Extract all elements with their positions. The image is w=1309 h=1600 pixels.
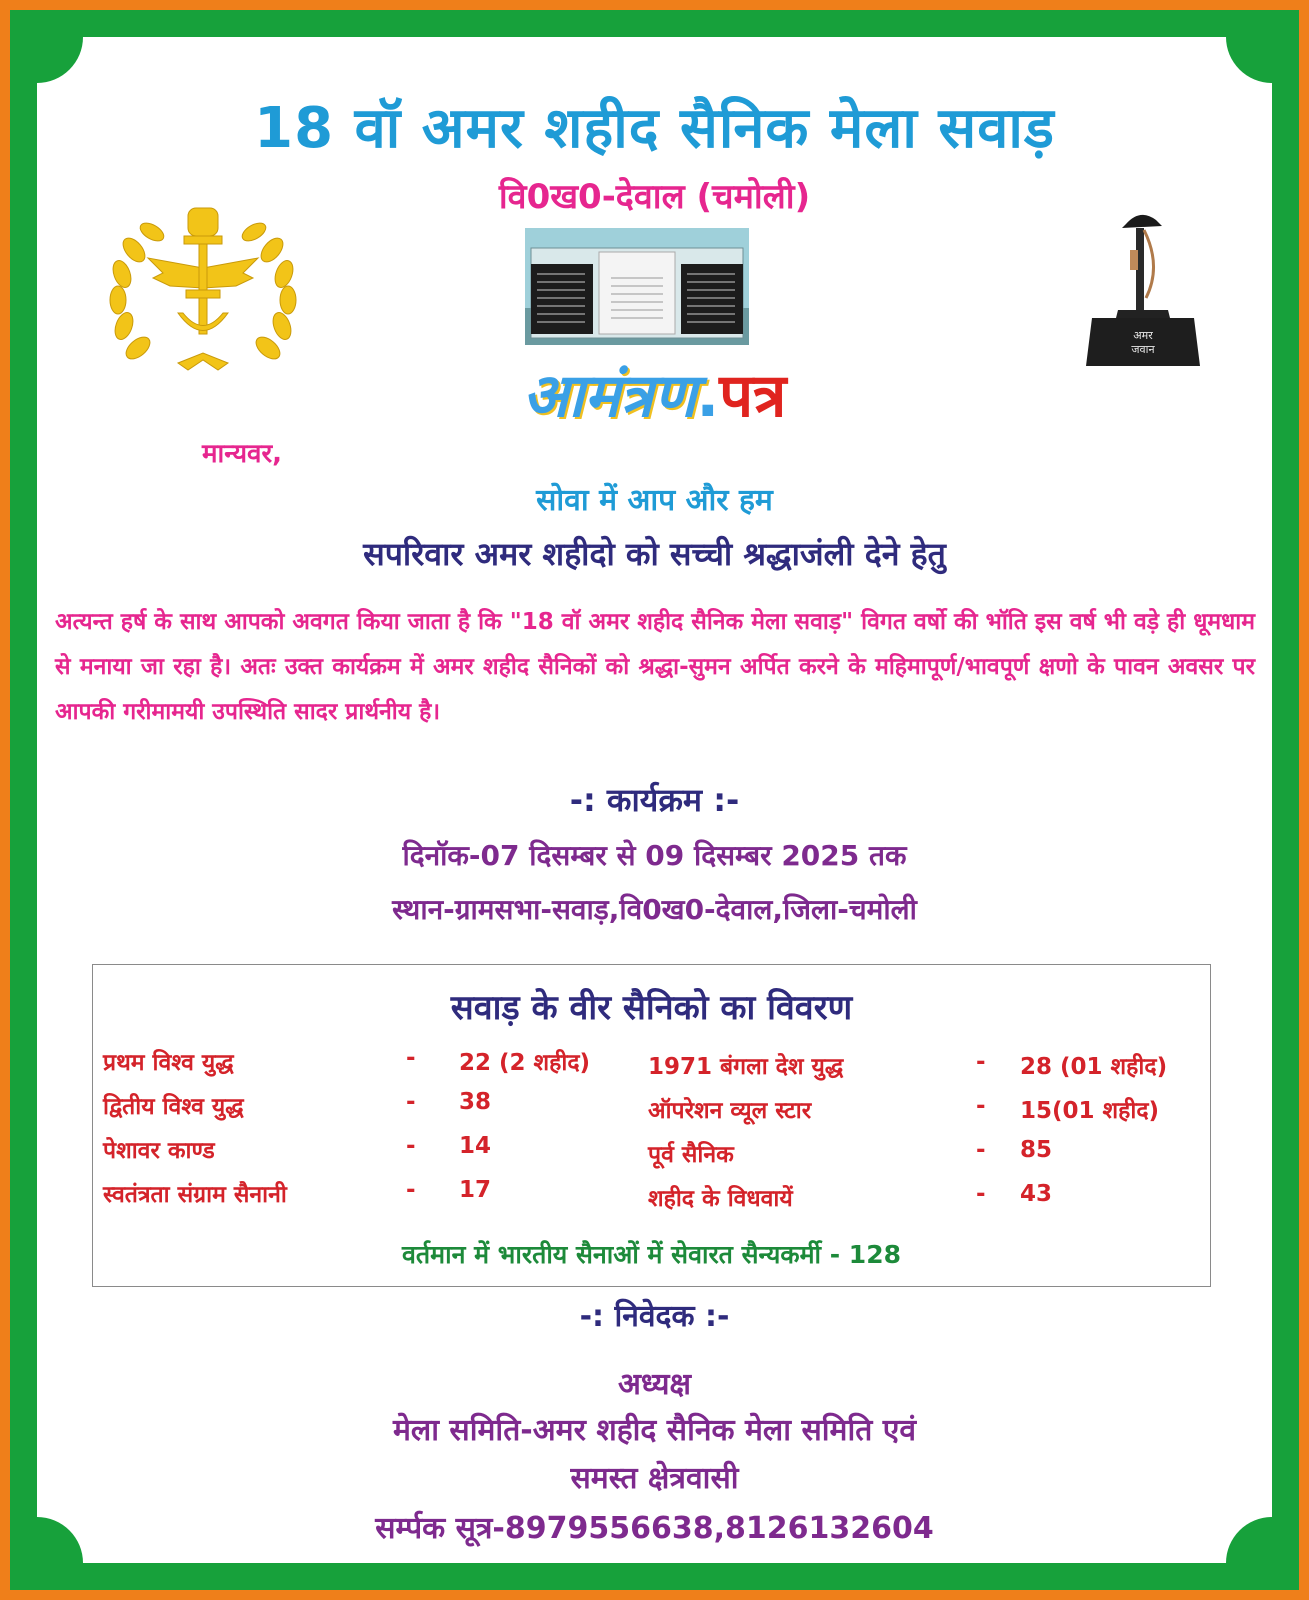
detail-label: शहीद के विधवायें bbox=[648, 1186, 793, 1212]
invitation-heading: आमंत्रण.पत्र bbox=[522, 361, 787, 431]
footer-line-3: समस्त क्षेत्रवासी bbox=[570, 1461, 739, 1496]
detail-label: पूर्व सैनिक bbox=[648, 1142, 734, 1168]
detail-value: 85 bbox=[1020, 1137, 1053, 1163]
army-emblem-icon bbox=[108, 198, 298, 376]
detail-dash: - bbox=[406, 1133, 416, 1159]
detail-value: 14 bbox=[459, 1133, 492, 1159]
detail-value: 15(01 शहीद) bbox=[1020, 1098, 1160, 1124]
detail-value: 17 bbox=[459, 1177, 492, 1203]
amar-jawan-icon bbox=[1078, 206, 1208, 372]
detail-label: 1971 बंगला देश युद्ध bbox=[648, 1054, 844, 1080]
detail-value: 43 bbox=[1020, 1181, 1053, 1207]
nivedak-heading: -: निवेदक :- bbox=[579, 1299, 730, 1334]
detail-dash: - bbox=[976, 1093, 986, 1119]
detail-label: पेशावर काण्ड bbox=[103, 1138, 215, 1164]
detail-dash: - bbox=[976, 1049, 986, 1075]
detail-label: स्वतंत्रता संग्राम सैनानी bbox=[103, 1182, 287, 1208]
detail-dash: - bbox=[406, 1089, 416, 1115]
program-heading: -: कार्यक्रम :- bbox=[569, 781, 740, 819]
detail-dash: - bbox=[976, 1137, 986, 1163]
greeting-line-2: सपरिवार अमर शहीदो को सच्ची श्रद्धाजंली देने हेतु bbox=[363, 535, 946, 573]
amar-jawan-line1: अमर bbox=[1133, 329, 1153, 342]
page-subtitle: वि0ख0-देवाल (चमोली) bbox=[498, 177, 811, 217]
greeting-line-1: सोवा में आप और हम bbox=[536, 483, 773, 518]
program-place: स्थान-ग्रामसभा-सवाड़,वि0ख0-देवाल,जिला-चमोली bbox=[392, 893, 917, 926]
detail-dash: - bbox=[406, 1045, 416, 1071]
detail-label: ऑपरेशन व्यूल स्टार bbox=[648, 1098, 812, 1124]
detail-label: प्रथम विश्व युद्ध bbox=[103, 1050, 234, 1076]
invitation-paragraph: अत्यन्त हर्ष के साथ आपको अवगत किया जाता है कि "18 वॉ अमर शहीद सैनिक मेला सवाड़" विगत वर्षो की भॉति इस वर्ष भी वड़े ही धूमधाम से मनाया जा रहा है। अतः उक्त कार्यक्रम में अमर शहीद सैनिकों को श्रद्धा-सुमन अर्पित करने के महिमापूर्ण/भावपूर्ण क्षणो के पावन अवसर पर आपकी गरीमामयी उपस्थिति सादर प्रार्थनीय है। bbox=[55, 609, 1255, 725]
amar-jawan-line2: जवान bbox=[1131, 343, 1155, 356]
invitation-word-1: आमंत्रण bbox=[522, 361, 697, 431]
serving-soldiers-count: वर्तमान में भारतीय सैनाओं में सेवारत सैन्यकर्मी - 128 bbox=[402, 1240, 901, 1269]
footer-line-1: अध्यक्ष bbox=[617, 1367, 692, 1402]
detail-dash: - bbox=[406, 1177, 416, 1203]
detail-value: 28 (01 शहीद) bbox=[1020, 1054, 1168, 1080]
detail-value: 38 bbox=[459, 1089, 492, 1115]
detail-label: द्वितीय विश्व युद्ध bbox=[103, 1094, 244, 1120]
program-date: दिनॉक-07 दिसम्बर से 09 दिसम्बर 2025 तक bbox=[402, 839, 907, 872]
footer-line-2: मेला समिति-अमर शहीद सैनिक मेला समिति एवं bbox=[392, 1413, 917, 1448]
contact-numbers: सर्म्पक सूत्र-8979556638,8126132604 bbox=[375, 1511, 934, 1546]
details-title: सवाड़ के वीर सैनिको का विवरण bbox=[450, 988, 853, 1028]
page-title: 18 वॉ अमर शहीद सैनिक मेला सवाड़ bbox=[254, 96, 1055, 161]
salutation: मान्यवर, bbox=[202, 439, 282, 469]
soldiers-details-box bbox=[92, 964, 1211, 1287]
detail-value: 22 (2 शहीद) bbox=[459, 1050, 591, 1076]
detail-dash: - bbox=[976, 1181, 986, 1207]
war-memorial-image bbox=[525, 228, 749, 345]
invitation-word-2: पत्र bbox=[719, 361, 787, 431]
